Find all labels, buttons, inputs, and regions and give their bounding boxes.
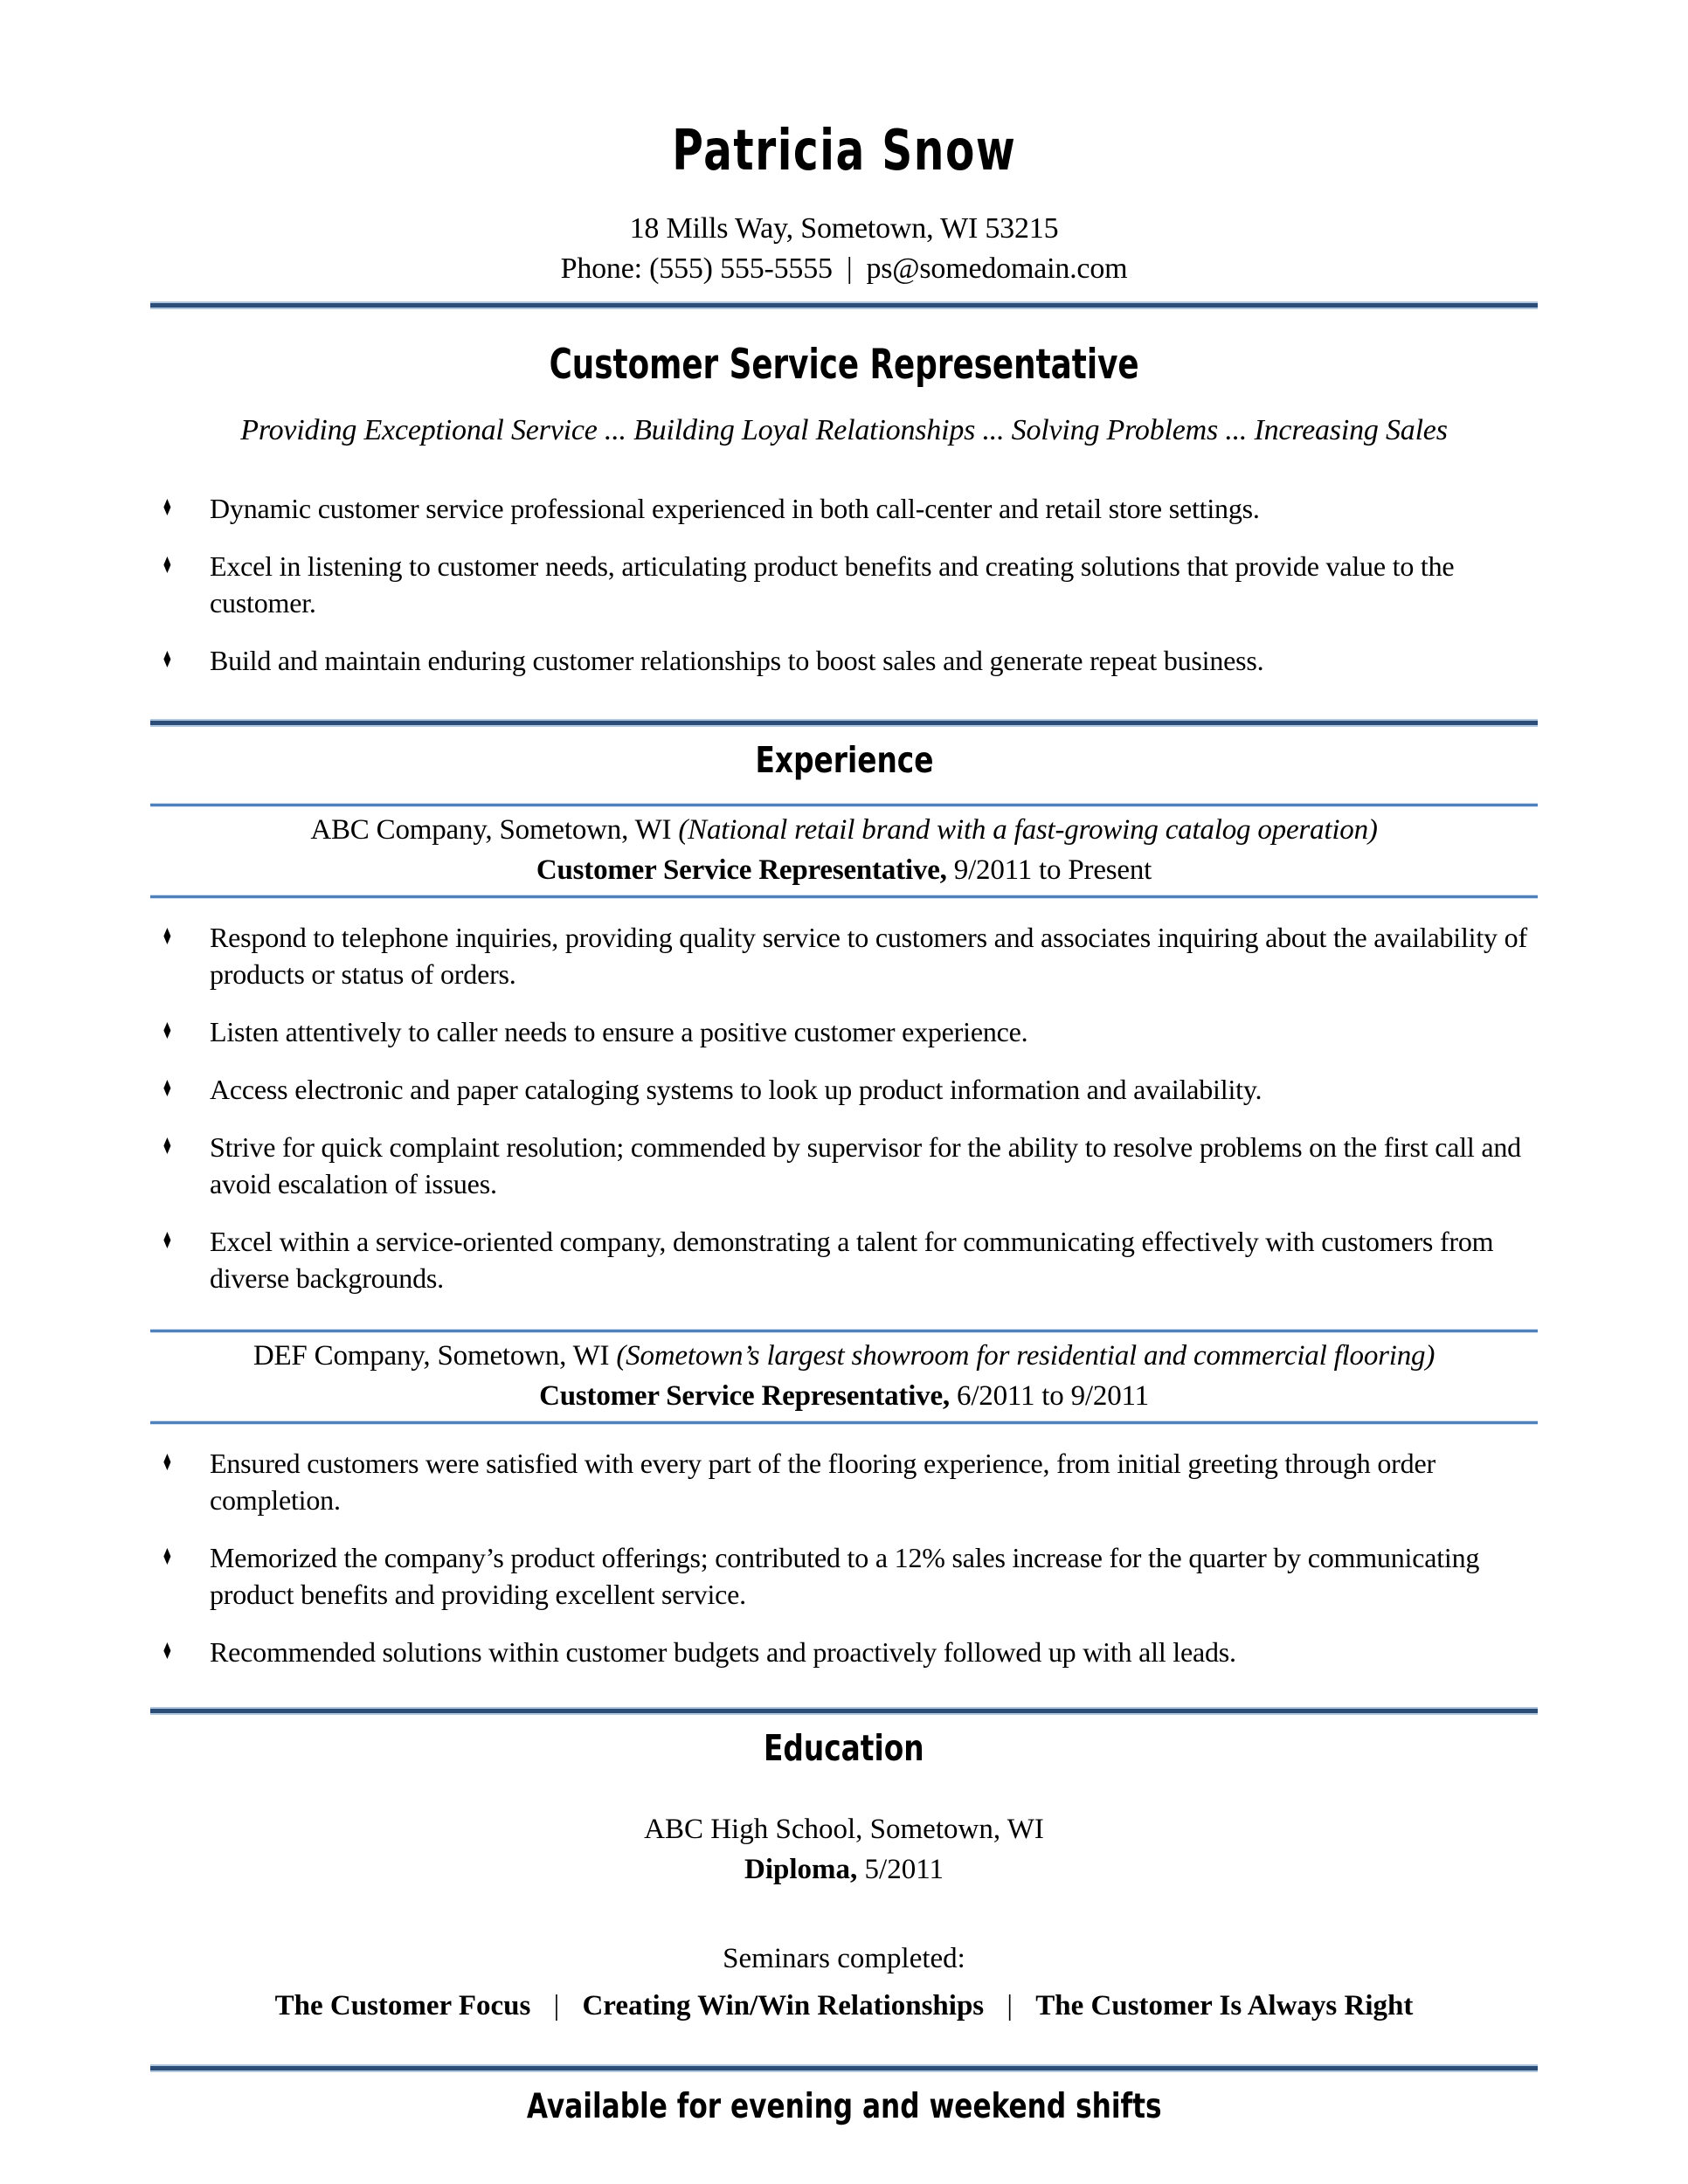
diamond-bullet-icon: ♦ [162,1228,173,1254]
job-bullet-item [150,1013,1538,1050]
diamond-bullet-icon: ♦ [162,1545,173,1571]
job2-company: DEF Company, Sometown, WI [253,1340,610,1372]
job2-title: Customer Service Representative, [539,1380,950,1412]
diamond-bullet-icon: ♦ [162,1019,173,1045]
job-bullet-item [150,919,1538,992]
experience-divider [150,719,1538,727]
job2-company-line [150,1336,1538,1376]
job-bullet-item [150,1539,1538,1613]
header-address [150,209,1538,249]
job-bullet-item [150,1129,1538,1202]
education-heading-text: Education [764,1727,924,1769]
candidate-name: Patricia Snow [671,119,1017,183]
seminar-separator: | [553,1990,560,2022]
job-bullet-text: Listen attentively to caller needs to ensure a positive customer experience. [210,1016,1028,1047]
job2-title-line [150,1376,1538,1416]
availability-note [150,2086,1538,2135]
seminar-item [275,1990,583,2022]
seminar-separator: | [1007,1990,1013,2022]
availability-text: Available for evening and weekend shifts [526,2087,1162,2126]
degree-date: 5/2011 [864,1854,944,1885]
job2-bottom-rule [150,1421,1538,1424]
summary-bullet-text: Dynamic customer service professional experienced in both call-center and retail store settings. [210,493,1260,524]
header-name [150,121,1538,197]
diamond-bullet-icon: ♦ [162,553,173,579]
profile-tagline: Providing Exceptional Service ... Building Loyal Relationships ... Solving Problems ... Increasing Sales [240,414,1448,446]
job-bullet-text: Respond to telephone inquiries, providing quality service to customers and associates inquiring about the availability of products or status of orders. [210,922,1527,990]
summary-bullet-item [150,548,1538,621]
job2-company-note: (Sometown’s largest showroom for residential and commercial flooring) [616,1340,1435,1372]
diamond-bullet-icon: ♦ [162,924,173,950]
job1-title-line [150,850,1538,890]
education-degree-line [150,1849,1538,1890]
document-title [150,342,1538,397]
job-bullet-text: Ensured customers were satisfied with every part of the flooring experience, from initial greeting through order completion. [210,1448,1435,1516]
diamond-bullet-icon: ♦ [162,1076,173,1102]
degree-name: Diploma, [744,1854,858,1885]
email-text: ps@somedomain.com [866,252,1128,285]
address-text: 18 Mills Way, Sometown, WI 53215 [629,212,1059,245]
seminars-label: Seminars completed: [723,1943,965,1974]
education-school: ABC High School, Sometown, WI [644,1814,1044,1845]
summary-bullet-list [150,490,1538,679]
seminars-list [150,1986,1538,2026]
job1-company: ABC Company, Sometown, WI [310,814,672,846]
job2-top-rule [150,1330,1538,1332]
experience-heading [150,739,1538,790]
experience-heading-text: Experience [755,739,933,781]
job-bullet-item [150,1223,1538,1296]
job1-top-rule [150,804,1538,806]
summary-bullet-text: Build and maintain enduring customer relationships to boost sales and generate repeat business. [210,645,1264,676]
diamond-bullet-icon: ♦ [162,647,173,674]
job-bullet-item [150,1071,1538,1108]
summary-bullet-item [150,642,1538,679]
seminar-item [1035,1990,1413,2022]
header-contact [150,249,1538,289]
job1-company-note: (National retail brand with a fast-growing catalog operation) [678,814,1378,846]
job-bullet-item [150,1445,1538,1518]
job1-dates: 9/2011 to Present [953,854,1152,886]
summary-bullet-item [150,490,1538,527]
summary-bullet-text: Excel in listening to customer needs, articulating product benefits and creating solutions that provide value to the customer. [210,550,1455,619]
job1-title: Customer Service Representative, [536,854,947,886]
job2-bullet-list [150,1445,1538,1670]
education-divider [150,1707,1538,1715]
contact-separator: | [846,252,853,285]
phone-text: Phone: (555) 555-5555 [560,252,833,285]
job1-bullet-list [150,919,1538,1296]
document-title-text: Customer Service Representative [549,341,1139,389]
job-bullet-text: Recommended solutions within customer budgets and proactively followed up with all leads. [210,1636,1236,1668]
header-divider [150,301,1538,309]
education-heading [150,1727,1538,1778]
job2-dates: 6/2011 to 9/2011 [957,1380,1149,1412]
job-bullet-item [150,1634,1538,1670]
job-bullet-text: Excel within a service-oriented company, demonstrating a talent for communicating effectively with customers from diverse backgrounds. [210,1226,1494,1294]
diamond-bullet-icon: ♦ [162,495,173,522]
diamond-bullet-icon: ♦ [162,1134,173,1160]
job-bullet-text: Access electronic and paper cataloging systems to look up product information and availability. [210,1074,1263,1105]
job1-bottom-rule [150,895,1538,898]
diamond-bullet-icon: ♦ [162,1639,173,1665]
diamond-bullet-icon: ♦ [162,1450,173,1476]
seminar-item [582,1990,1035,2022]
footer-divider [150,2064,1538,2072]
job1-company-line [150,810,1538,850]
seminar-name: The Customer Is Always Right [1035,1990,1414,2022]
job-bullet-text: Strive for quick complaint resolution; commended by supervisor for the ability to resolve problems on the first call and avoid escalation of issues. [210,1131,1521,1199]
seminar-name: The Customer Focus [274,1990,531,2022]
seminar-name: Creating Win/Win Relationships [582,1990,985,2022]
job-bullet-text: Memorized the company’s product offerings; contributed to a 12% sales increase for the quarter by communicating product benefits and providing excellent service. [210,1542,1480,1610]
